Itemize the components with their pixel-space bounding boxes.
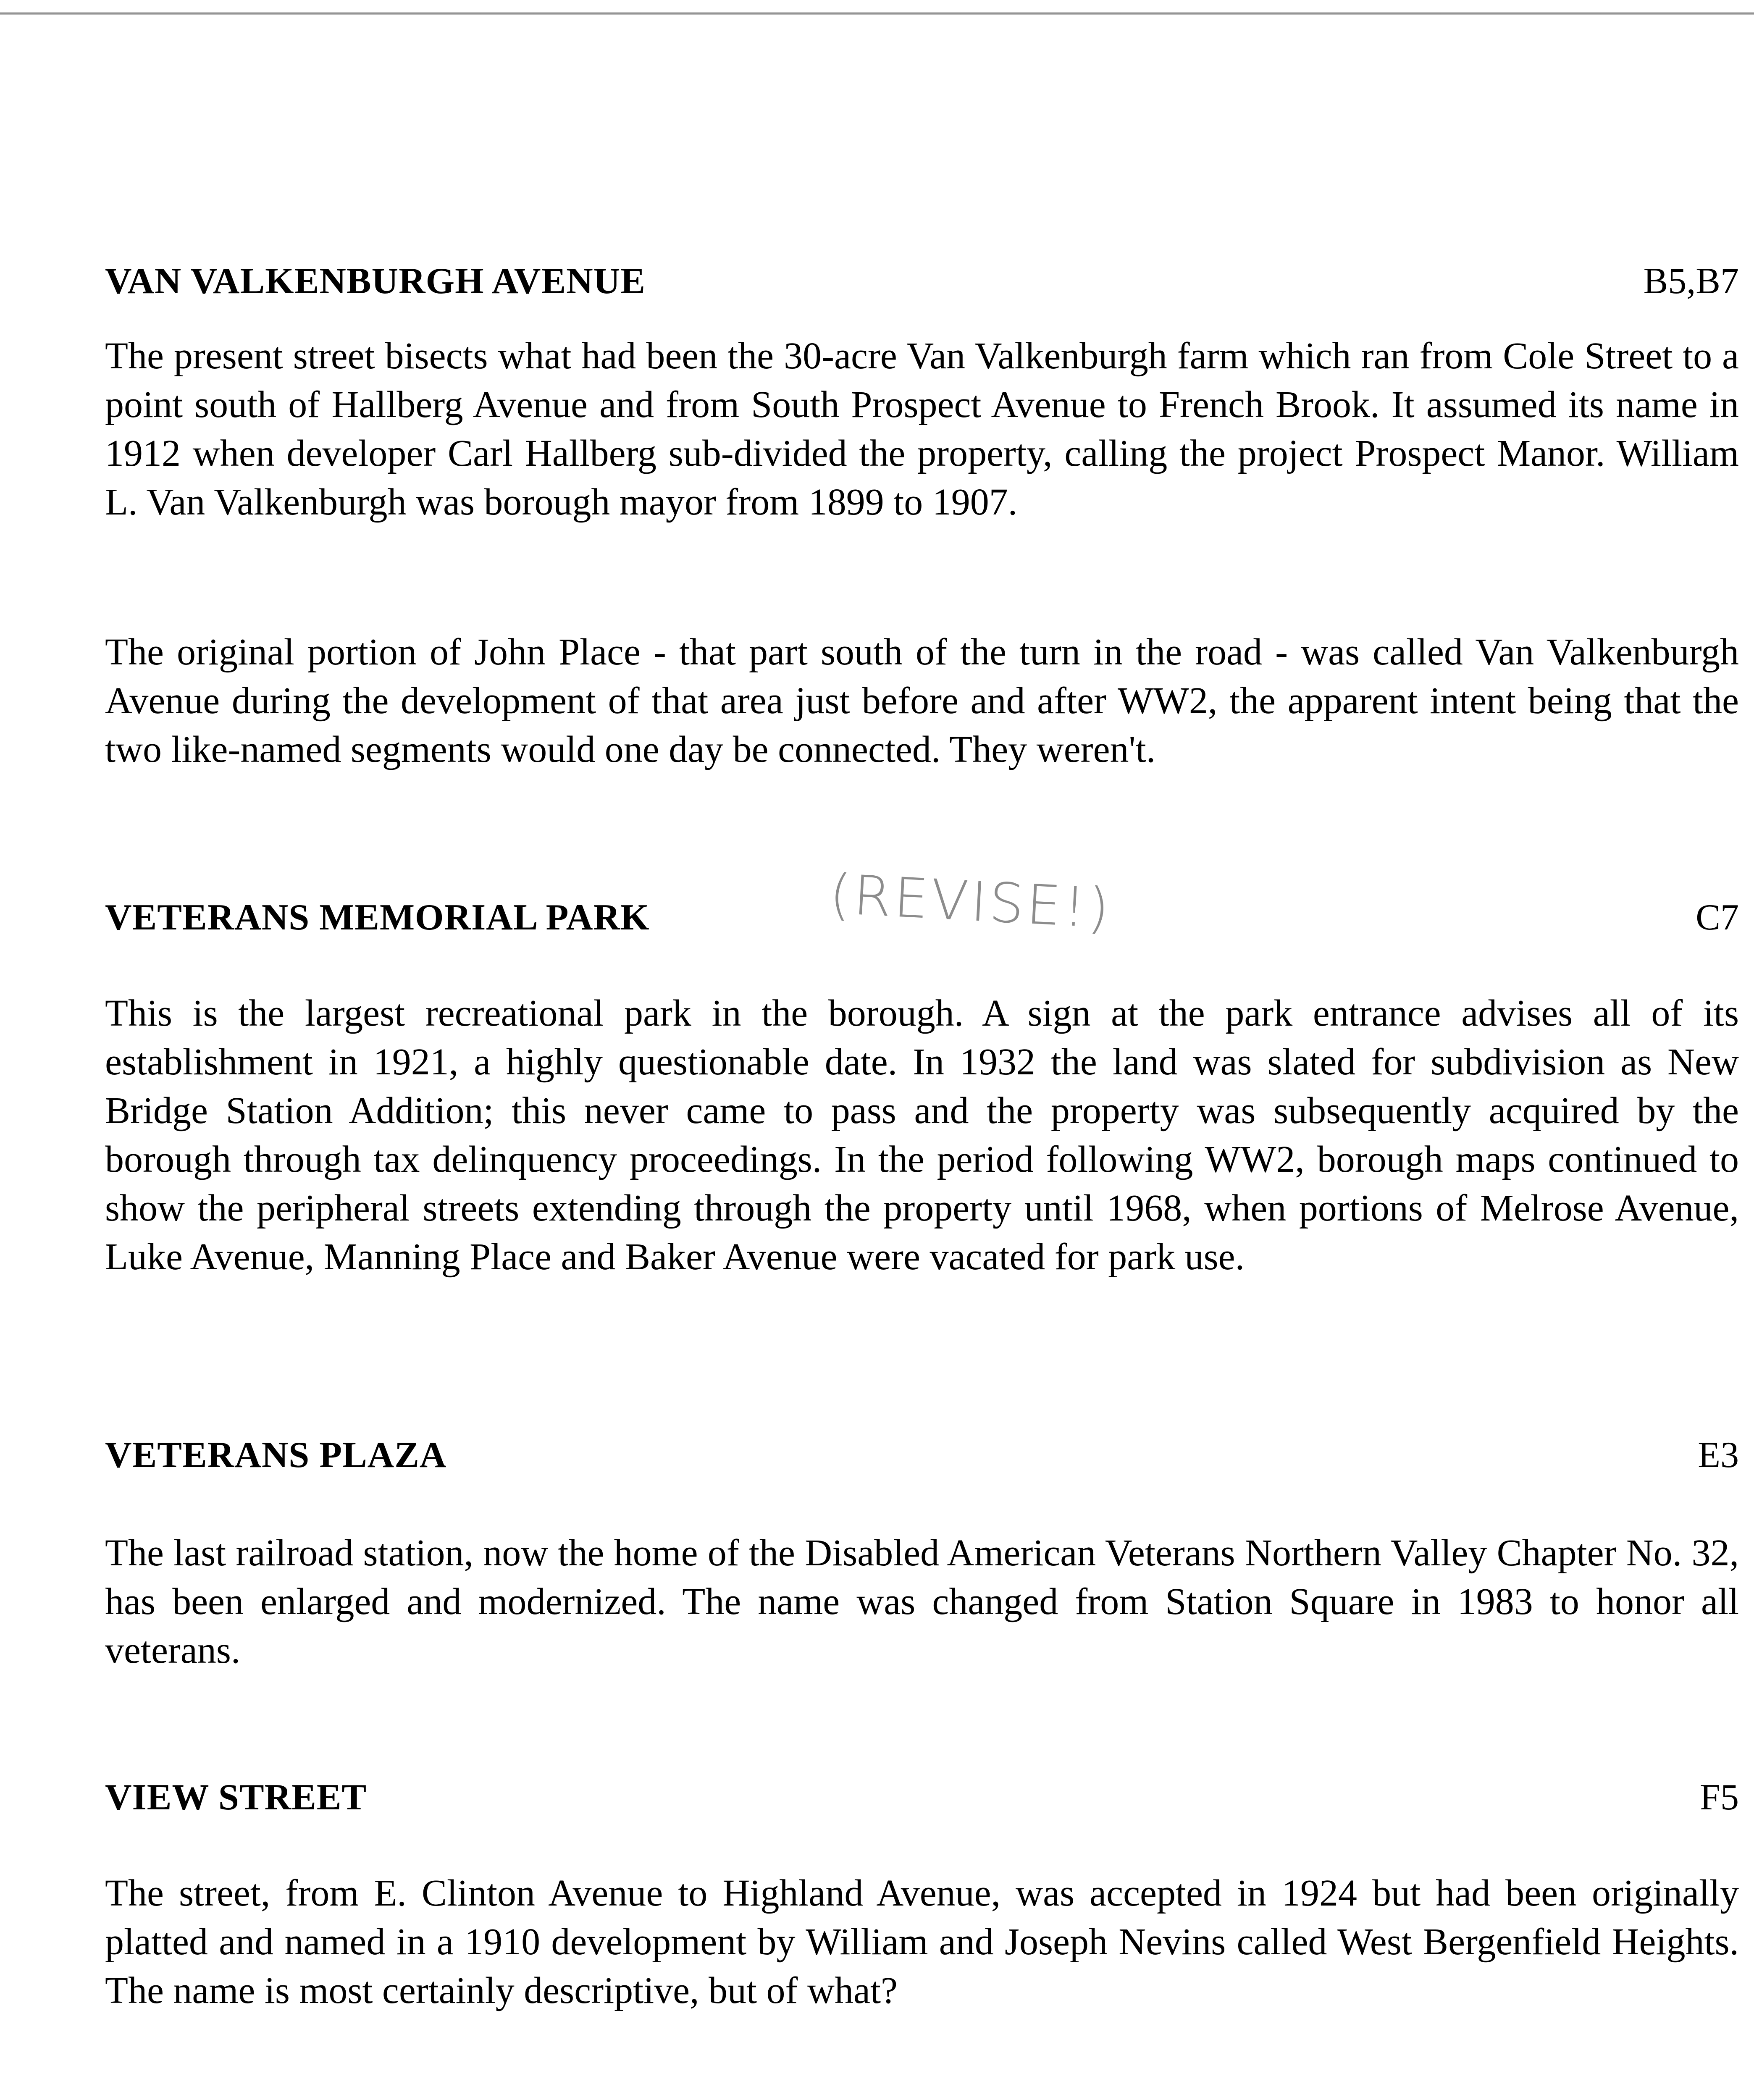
entry-heading — [105, 258, 1739, 304]
map-grid-reference: C7 — [1696, 897, 1739, 938]
entry-title: VAN VALKENBURGH AVENUE — [105, 261, 646, 302]
map-grid-reference: E3 — [1698, 1435, 1739, 1475]
entry-heading — [105, 1432, 1739, 1478]
entry-title: VETERANS MEMORIAL PARK — [105, 897, 650, 938]
entry-title: VIEW STREET — [105, 1777, 367, 1818]
entry-paragraph: The street, from E. Clinton Avenue to Highland Avenue, was accepted in 1924 but had been originally platted and named in a 1910 development by William and Joseph Nevins called West Bergenfield Heights. The name is most certainly descriptive, but of what? — [105, 1872, 1739, 2011]
entry-paragraph: The last railroad station, now the home of the Disabled American Veterans Northern Valley Chapter No. 32, has been enlarged and modernized. The name was changed from Station Square in 1983 to honor all veterans. — [105, 1532, 1739, 1671]
entry-title: VETERANS PLAZA — [105, 1435, 447, 1475]
entry-paragraph: The original portion of John Place - that part south of the turn in the road - was called Van Valkenburgh Avenue during the development of that area just before and after WW2, the apparent intent being that the two like-named segments would one day be connected. They weren't. — [105, 631, 1739, 770]
map-grid-reference: F5 — [1700, 1777, 1739, 1818]
scan-edge-line — [0, 12, 1754, 15]
entry-heading — [105, 1774, 1739, 1821]
entry-paragraph: This is the largest recreational park in the borough. A sign at the park entrance advises all of its establishment in 1921, a highly questionable date. In 1932 the land was slated for subdivision as New Bridge Station Addition; this never came to pass and the property was subsequently acquired by the borough through tax delinquency proceedings. In the period following WW2, borough maps continued to show the peripheral streets extending through the property until 1968, when portions of Melrose Avenue, Luke Avenue, Manning Place and Baker Avenue were vacated for park use. — [105, 992, 1739, 1278]
entry-paragraph: The present street bisects what had been the 30-acre Van Valkenburgh farm which ran from Cole Street to a point south of Hallberg Avenue and from South Prospect Avenue to French Brook. It assumed its name in 1912 when developer Carl Hallberg sub-divided the property, calling the project Prospect Manor. William L. Van Valkenburgh was borough mayor from 1899 to 1907. — [105, 335, 1739, 523]
map-grid-reference: B5,B7 — [1643, 261, 1739, 302]
handwritten-annotation: (REVISE!) — [828, 862, 1113, 941]
